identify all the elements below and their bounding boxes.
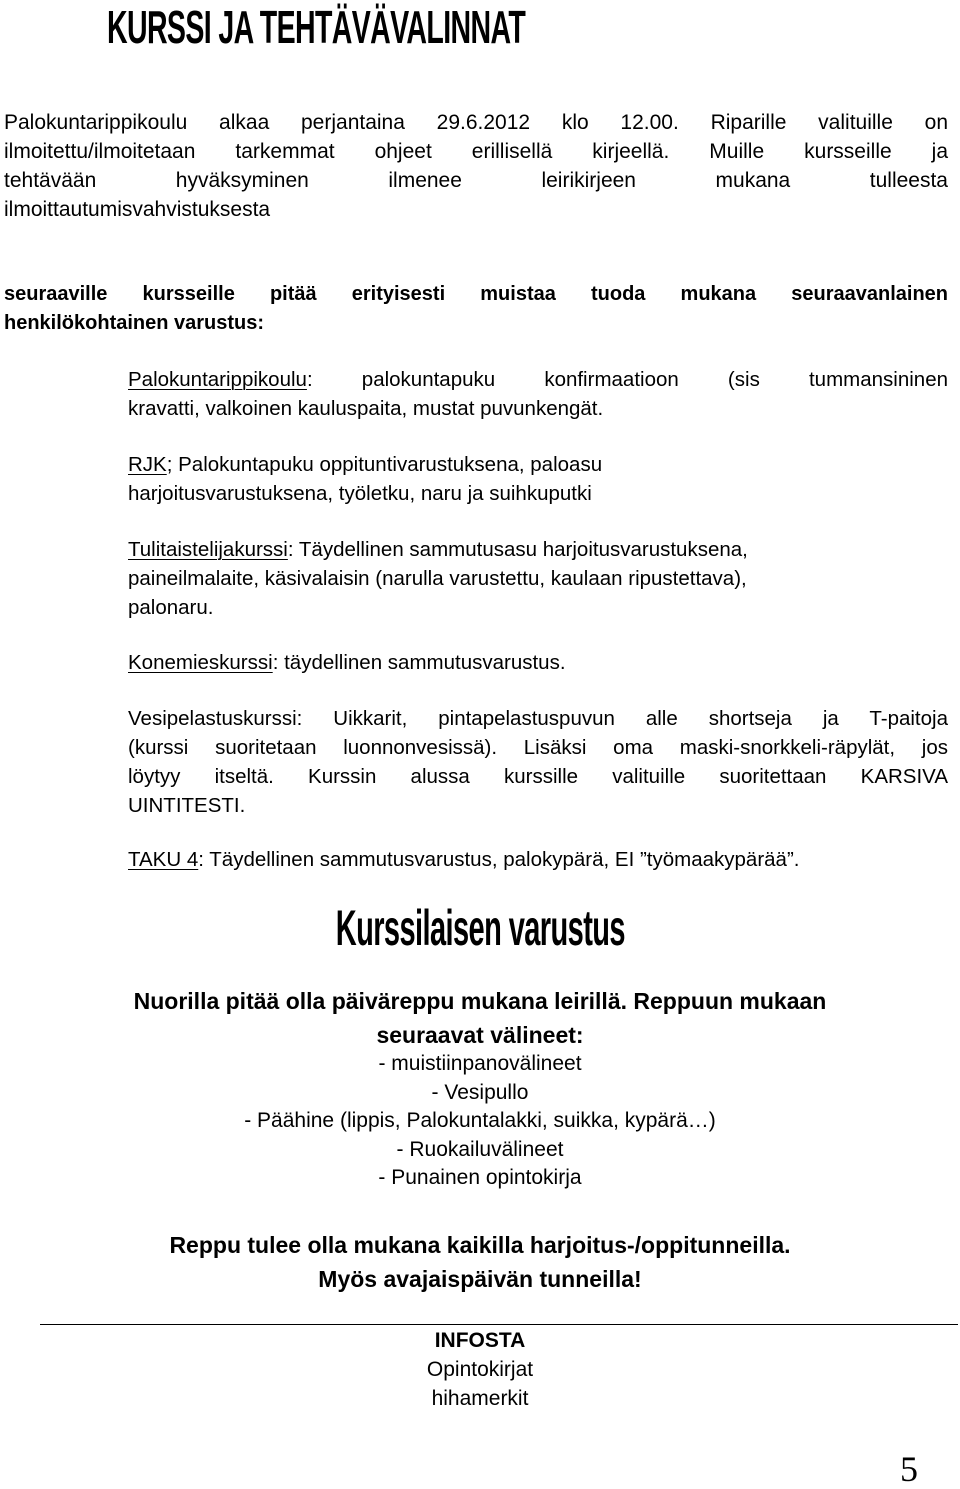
intro-line: ilmoittautumisvahvistuksesta bbox=[4, 198, 271, 221]
course-text: : Täydellinen sammutusvarustus, palokypärä, EI ”työmaakypärää”. bbox=[198, 848, 800, 871]
equipment-intro-line: Nuorilla pitää olla päiväreppu mukana leirillä. Reppuun mukaan bbox=[133, 988, 827, 1014]
course-name: RJK bbox=[128, 453, 167, 476]
equipment-intro bbox=[0, 984, 960, 1052]
equipment-note bbox=[4, 280, 948, 338]
equipment-note-line: seuraaville kursseille pitää erityisesti muistaa tuoda mukana seuraavanlainen bbox=[4, 283, 948, 305]
reminder-line: Reppu tulee olla mukana kaikilla harjoitus-/oppitunneilla. bbox=[169, 1232, 791, 1258]
course-text: : täydellinen sammutusvarustus. bbox=[272, 651, 566, 674]
info-heading: INFOSTA bbox=[434, 1329, 526, 1352]
equipment-intro-line: seuraavat välineet: bbox=[376, 1022, 584, 1048]
course-rjk bbox=[128, 450, 948, 508]
course-text: UINTITESTI. bbox=[128, 794, 246, 817]
course-text: paineilmalaite, käsivalaisin (narulla varustettu, kaulaan ripustettava), bbox=[128, 567, 747, 590]
info-item: hihamerkit bbox=[431, 1387, 529, 1410]
course-name: TAKU 4 bbox=[128, 848, 199, 871]
divider bbox=[40, 1324, 958, 1325]
course-text: palonaru. bbox=[128, 596, 214, 619]
course-palokuntarippikoulu bbox=[128, 365, 948, 423]
list-item: - muistiinpanovälineet bbox=[378, 1052, 582, 1075]
list-item: - Päähine (lippis, Palokuntalakki, suikka, kypärä…) bbox=[244, 1109, 716, 1132]
page-number: 5 bbox=[900, 1449, 918, 1489]
equipment-list bbox=[0, 1050, 960, 1193]
course-text: : Täydellinen sammutusasu harjoitusvarustuksena, bbox=[287, 538, 748, 561]
equipment-heading bbox=[0, 898, 960, 958]
backpack-reminder bbox=[0, 1228, 960, 1296]
course-text: kravatti, valkoinen kauluspaita, mustat puvunkengät. bbox=[128, 397, 604, 420]
course-text: : palokuntapuku konfirmaatioon (sis tummansininen bbox=[306, 368, 948, 391]
course-name: Tulitaistelijakurssi bbox=[128, 538, 288, 561]
intro-line: ilmoitettu/ilmoitetaan tarkemmat ohjeet erillisellä kirjeellä. Muille kursseille ja bbox=[4, 140, 948, 163]
course-name: Konemieskurssi bbox=[128, 651, 273, 674]
reminder-line: Myös avajaispäivän tunneilla! bbox=[318, 1266, 642, 1292]
intro-line: Palokuntarippikoulu alkaa perjantaina 29.6.2012 klo 12.00. Riparille valituille on bbox=[4, 111, 948, 134]
info-section bbox=[0, 1326, 960, 1413]
course-text: Vesipelastuskurssi: Uikkarit, pintapelastuspuvun alle shortseja ja T-paitoja bbox=[128, 707, 948, 730]
course-text: harjoitusvarustuksena, työletku, naru ja suihkuputki bbox=[128, 482, 592, 505]
course-vesipelastus bbox=[128, 704, 948, 820]
page-title: KURSSI JA TEHTÄVÄVALINNAT bbox=[107, 1, 526, 53]
list-item: - Vesipullo bbox=[431, 1080, 529, 1104]
course-text: löytyy itseltä. Kurssin alussa kurssille valituille suoritettaan KARSIVA bbox=[128, 765, 948, 788]
course-text: (kurssi suoritetaan luonnonvesissä). Lisäksi oma maski-snorkkeli-räpylät, jos bbox=[128, 736, 948, 759]
list-item: - Ruokailuvälineet bbox=[396, 1137, 564, 1161]
course-tulitaistelija bbox=[128, 535, 948, 622]
intro-paragraph bbox=[4, 108, 948, 224]
course-taku bbox=[128, 845, 948, 874]
info-item: Opintokirjat bbox=[426, 1358, 534, 1381]
equipment-heading-text: Kurssilaisen varustus bbox=[335, 900, 625, 956]
list-item: - Punainen opintokirja bbox=[378, 1166, 582, 1189]
equipment-note-line: henkilökohtainen varustus: bbox=[4, 312, 265, 334]
course-name: Palokuntarippikoulu bbox=[128, 368, 307, 391]
intro-line: tehtävään hyväksyminen ilmenee leirikirjeen mukana tulleesta bbox=[4, 169, 948, 192]
course-text: ; Palokuntapuku oppituntivarustuksena, paloasu bbox=[166, 453, 603, 476]
course-konemies bbox=[128, 648, 948, 677]
